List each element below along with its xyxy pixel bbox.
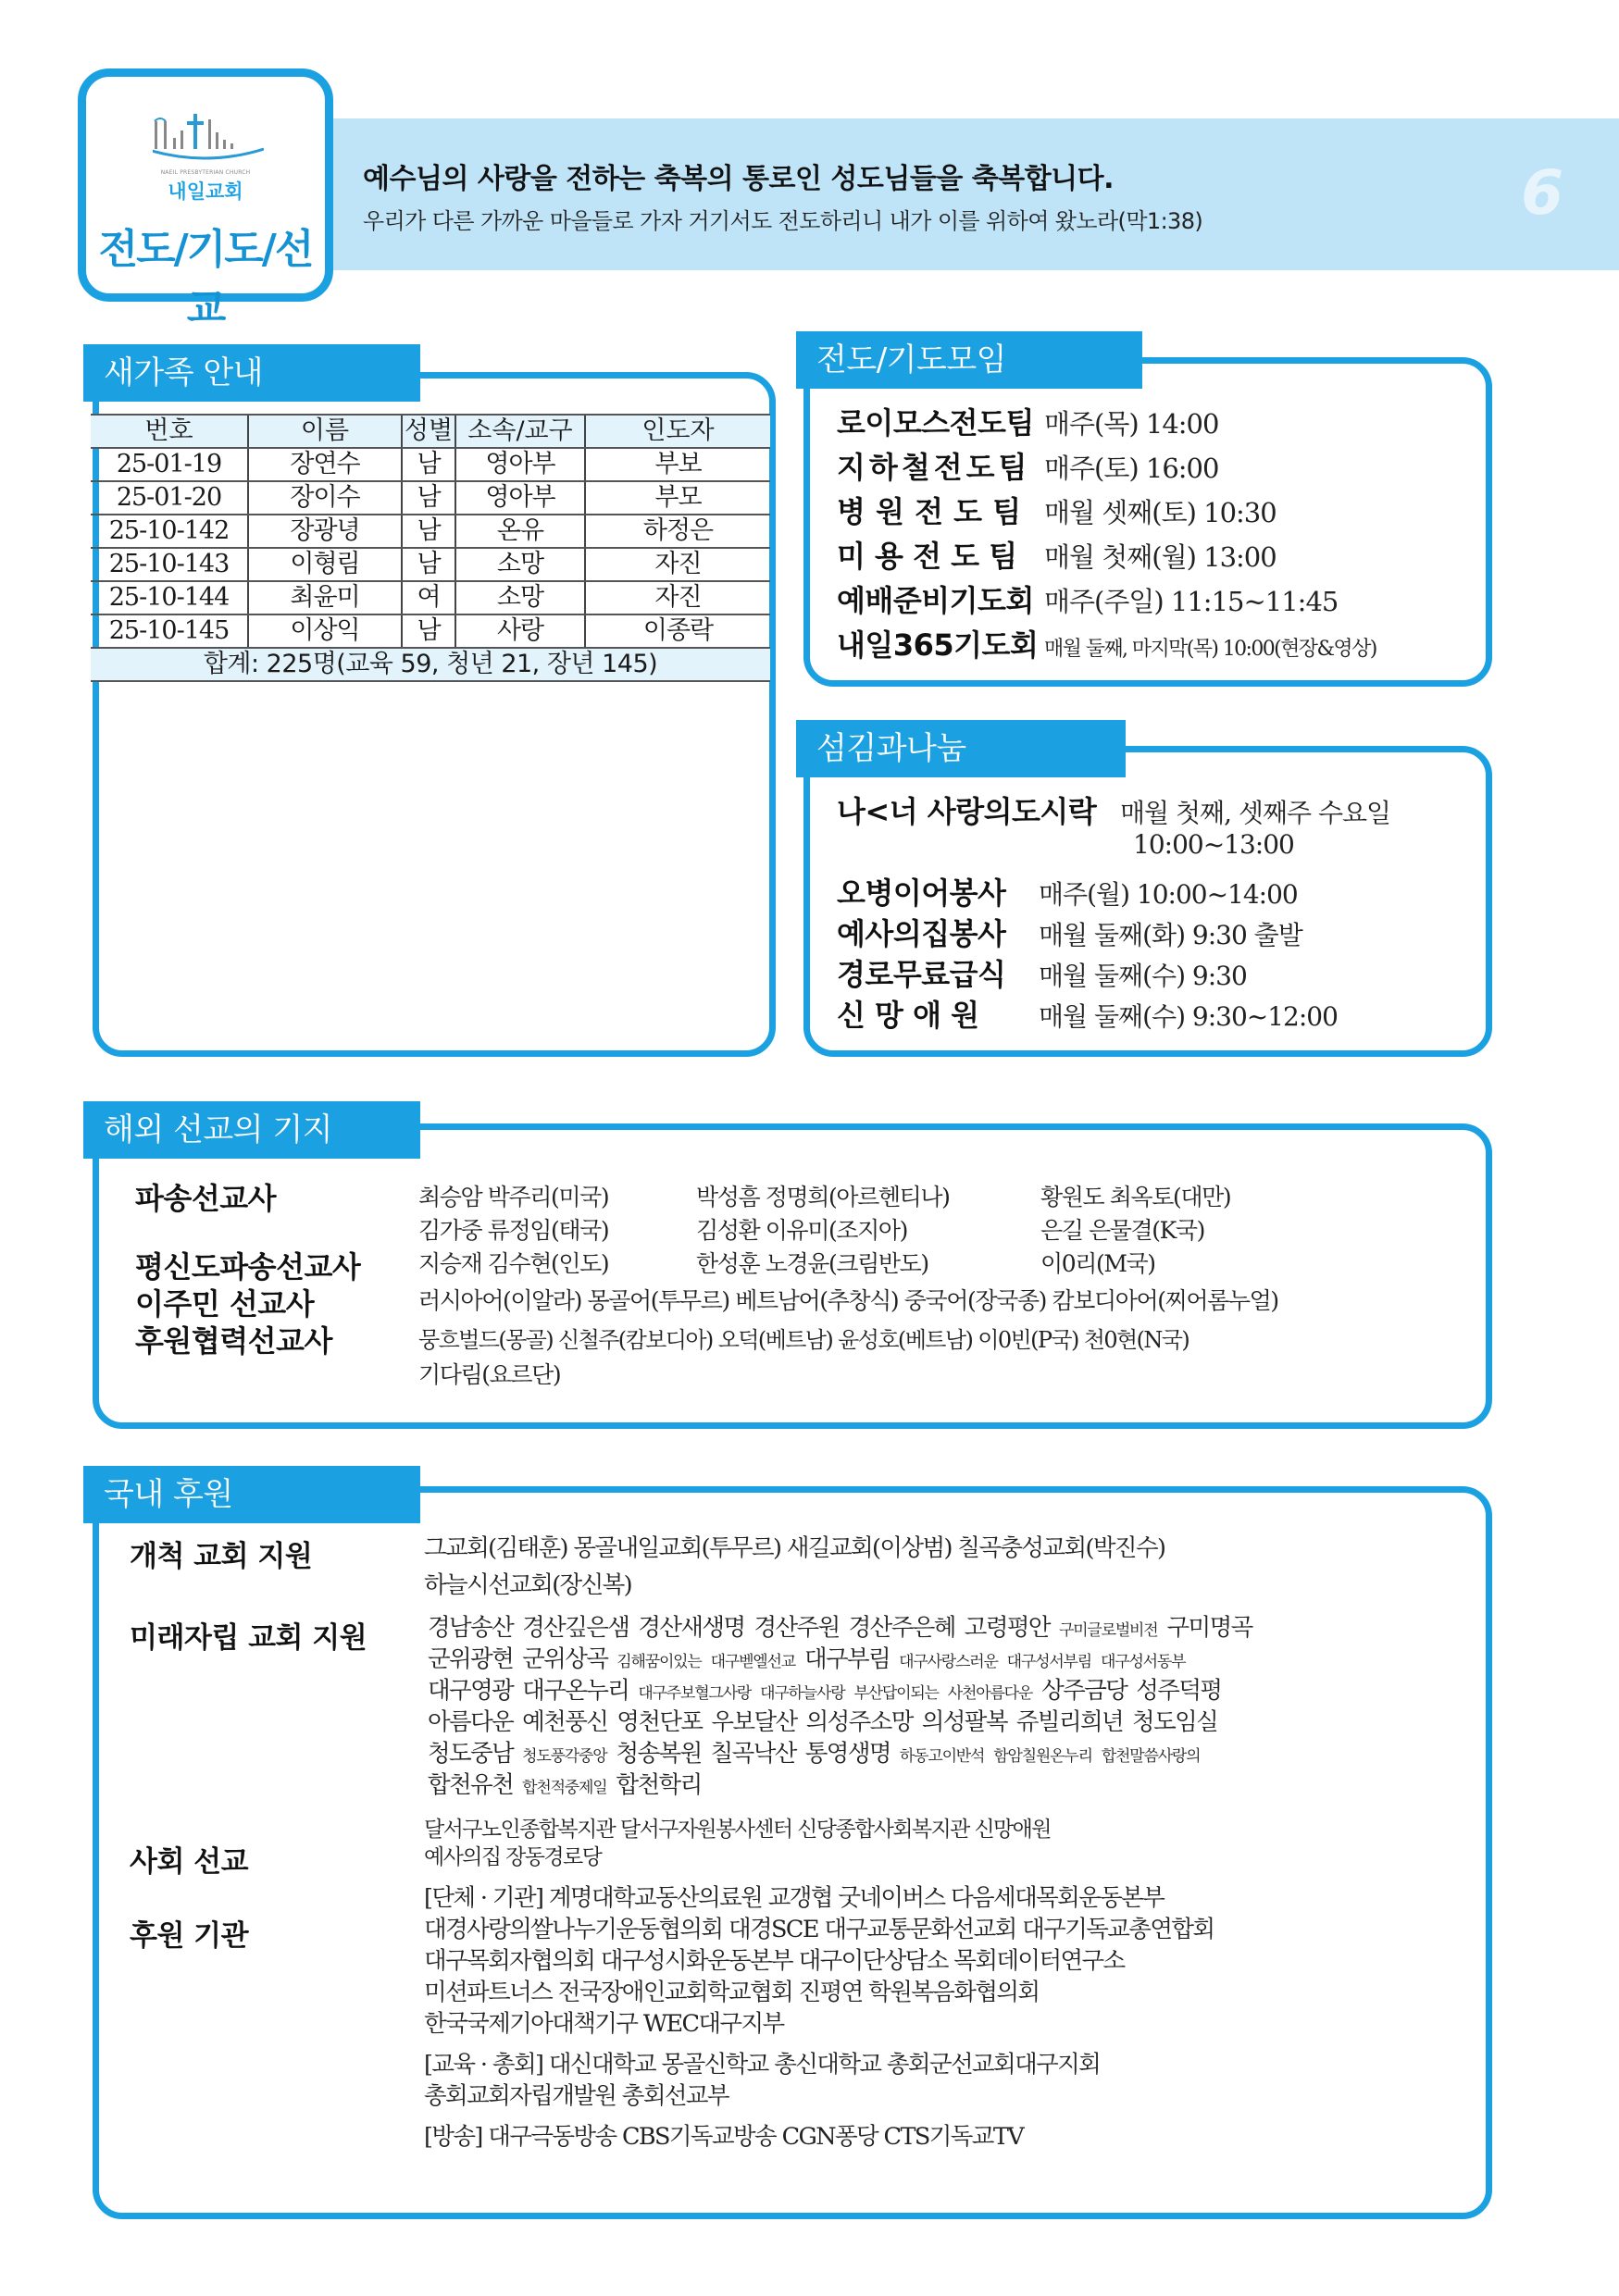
missionary-entry: 황원도 최옥토(대만) xyxy=(1040,1184,1231,1210)
church-row xyxy=(428,1769,711,1804)
domestic-support-frame xyxy=(93,1486,1492,2219)
missions-label-migrant: 이주민 선교사 xyxy=(135,1286,315,1322)
column-header: 인도자 xyxy=(585,415,770,448)
table-row xyxy=(91,448,770,481)
church-name: 합천유천 xyxy=(428,1771,514,1799)
church-name: 예천풍신 xyxy=(522,1708,608,1736)
church-skyline-cross-icon xyxy=(153,114,264,160)
church-name: 합천말씀사랑의 xyxy=(1101,1747,1201,1766)
meeting-name: 병 원 전 도 팀 xyxy=(837,494,1022,529)
church-name: 구미글로벌비전 xyxy=(1058,1621,1158,1640)
cell-name: 장광녕 xyxy=(248,515,402,548)
church-name: 통영생명 xyxy=(804,1740,890,1768)
cell-number: 25-01-19 xyxy=(91,448,248,481)
missionary-entry: 한성훈 노경윤(크림반도) xyxy=(696,1250,928,1277)
table-row xyxy=(91,614,770,648)
cell-name: 이상익 xyxy=(248,614,402,648)
column-header: 이름 xyxy=(248,415,402,448)
church-name: 부산답이되는 xyxy=(853,1684,939,1703)
service-schedule: 매주(월) 10:00~14:00 xyxy=(1039,879,1298,910)
service-schedule-time: 10:00~13:00 xyxy=(1133,829,1294,860)
institution-group-tag: [단체 · 기관] xyxy=(424,1884,543,1912)
header-banner xyxy=(324,118,1619,270)
missions-label-lay: 평신도파송선교사 xyxy=(135,1249,361,1285)
cell-number: 25-10-143 xyxy=(91,548,248,581)
meeting-name: 예배준비기도회 xyxy=(837,583,1034,618)
institution-group-tag: [교육 · 총회] xyxy=(424,2051,543,2079)
cell-gender: 남 xyxy=(402,515,455,548)
church-name: 대구주보혈그사랑 xyxy=(638,1684,752,1703)
cell-name: 최윤미 xyxy=(248,581,402,614)
institution-line: 대구목회자협의회 대구성시화운동본부 대구이단상담소 목회데이터연구소 xyxy=(424,1947,1125,1975)
service-schedule: 매월 둘째(수) 9:30 xyxy=(1039,961,1247,991)
meeting-name: 내일365기도회 xyxy=(837,627,1039,663)
cell-name: 이형림 xyxy=(248,548,402,581)
prayer-meetings-title: 전도/기도모임 xyxy=(796,331,1142,389)
service-schedule: 매월 첫째, 셋째주 수요일 xyxy=(1120,798,1391,828)
list-item xyxy=(837,444,1376,489)
church-name: 고령평안 xyxy=(964,1614,1050,1642)
missionary-entry: 박성흠 정명희(아르헨티나) xyxy=(696,1184,950,1210)
institution-line xyxy=(424,2049,1100,2080)
list-item xyxy=(837,622,1376,666)
missionary-entry: 김가중 류정임(태국) xyxy=(418,1217,609,1244)
list-item xyxy=(837,533,1376,577)
table-row xyxy=(91,515,770,548)
cell-group: 영아부 xyxy=(455,448,585,481)
meeting-schedule: 매월 첫째(월) 13:00 xyxy=(1044,541,1277,573)
church-name: 경산주원 xyxy=(753,1614,840,1642)
meeting-schedule: 매주(목) 14:00 xyxy=(1044,408,1219,440)
church-name: 의성팔복 xyxy=(921,1708,1007,1736)
service-name: 예사의집봉사 xyxy=(837,916,1006,951)
church-name: 군위상곡 xyxy=(522,1645,608,1673)
cell-name: 장이수 xyxy=(248,481,402,515)
list-item xyxy=(837,489,1376,533)
cell-number: 25-10-142 xyxy=(91,515,248,548)
cell-group: 소망 xyxy=(455,548,585,581)
service-sharing-list xyxy=(837,788,1390,1033)
service-name: 경로무료급식 xyxy=(837,957,1006,992)
column-header: 소속/교구 xyxy=(455,415,585,448)
church-name: 대구사랑스러운 xyxy=(899,1653,998,1671)
institution-group-tag: [방송] xyxy=(424,2123,482,2151)
church-name: 청송복원 xyxy=(616,1740,702,1768)
pioneer-line: 하늘시선교회(장신복) xyxy=(424,1571,631,1599)
cell-gender: 남 xyxy=(402,614,455,648)
service-sharing-title: 섬김과나눔 xyxy=(796,720,1126,777)
institution-line: 미션파트너스 전국장애인교회학교협회 진평연 학원복음화협의회 xyxy=(424,1979,1040,2006)
church-name: 청도임실 xyxy=(1132,1708,1218,1736)
church-name: 청도중남 xyxy=(428,1740,514,1768)
new-family-table xyxy=(91,414,770,682)
church-name: 성주덕평 xyxy=(1136,1677,1222,1705)
service-name: 나<너 사랑의도시락 xyxy=(837,794,1097,829)
missionary-entry: 은길 은물결(K국) xyxy=(1040,1217,1205,1244)
cell-gender: 남 xyxy=(402,448,455,481)
church-name: 아름다운 xyxy=(428,1708,514,1736)
church-name: 합천적중제일 xyxy=(522,1779,607,1797)
social-line: 달서구노인종합복지관 달서구자원봉사센터 신당종합사회복지관 신망애원 xyxy=(424,1818,1051,1842)
church-row xyxy=(428,1738,1209,1772)
page-number: 6 xyxy=(1521,157,1563,229)
institution-names: 대신대학교 몽골신학교 총신대학교 총회군선교회대구지회 xyxy=(548,2051,1101,2079)
cell-group: 영아부 xyxy=(455,481,585,515)
missionary-entry: 지승재 김수현(인도) xyxy=(418,1250,609,1277)
institution-line xyxy=(424,1882,1164,1914)
table-row xyxy=(91,481,770,515)
institution-line: 총회교회자립개발원 총회선교부 xyxy=(424,2082,729,2110)
church-name: 하동고이반석 xyxy=(899,1747,985,1766)
cell-number: 25-01-20 xyxy=(91,481,248,515)
table-row xyxy=(91,581,770,614)
list-item xyxy=(837,577,1376,622)
church-row xyxy=(428,1675,1230,1709)
cell-number: 25-10-144 xyxy=(91,581,248,614)
meeting-schedule: 매월 둘째, 마지막(목) 10:00(현장&영상) xyxy=(1044,638,1376,661)
meeting-schedule: 매월 셋째(토) 10:30 xyxy=(1044,497,1277,528)
church-name: 대구성서부림 xyxy=(1006,1653,1092,1671)
cell-guide: 이종락 xyxy=(585,614,770,648)
church-name: 쥬빌리희년 xyxy=(1015,1708,1124,1736)
missions-label-dispatched: 파송선교사 xyxy=(135,1181,277,1216)
church-name: 영천단포 xyxy=(616,1708,703,1736)
missionary-entry: 뭉흐벌드(몽골) 신철주(캄보디아) 오덕(베트남) 윤성호(베트남) 이0빈(P국) 천0현(N국) xyxy=(418,1327,1189,1353)
institution-line xyxy=(424,2121,1023,2153)
church-name: 경남송산 xyxy=(428,1614,514,1642)
total-summary: 합계: 225명(교육 59, 청년 21, 장년 145) xyxy=(91,648,770,681)
banner-headline: 예수님의 사랑을 전하는 축복의 통로인 성도님들을 축복합니다. xyxy=(363,163,1115,195)
church-name: 상주금당 xyxy=(1041,1677,1127,1705)
pioneer-label: 개척 교회 지원 xyxy=(130,1540,313,1573)
church-name: 청도풍각중앙 xyxy=(522,1747,607,1766)
church-name: 우보달산 xyxy=(711,1708,797,1736)
meeting-name: 지하철전도팀 xyxy=(837,450,1031,485)
church-name: 경산새생명 xyxy=(638,1614,745,1642)
cell-gender: 여 xyxy=(402,581,455,614)
cell-gender: 남 xyxy=(402,481,455,515)
church-name: 대구하늘사랑 xyxy=(760,1684,845,1703)
logo-box xyxy=(78,68,333,332)
institution-line: 대경사랑의쌀나누기운동협의회 대경SCE 대구교통문화선교회 대구기독교총연합회 xyxy=(424,1916,1214,1943)
cell-guide: 하정은 xyxy=(585,515,770,548)
church-name: 경산깊은샘 xyxy=(522,1614,629,1642)
church-row xyxy=(428,1644,1194,1678)
service-name: 신 망 애 원 xyxy=(837,998,979,1033)
church-name: 합천학리 xyxy=(616,1771,702,1799)
logo-subtitle: NAEIL PRESBYTERIAN CHURCH xyxy=(160,169,251,176)
institutions-label: 후원 기관 xyxy=(130,1919,249,1953)
service-schedule: 매월 둘째(화) 9:30 출발 xyxy=(1039,920,1302,950)
cell-guide: 부모 xyxy=(585,481,770,515)
list-item xyxy=(837,829,1390,870)
church-name: 경산주은혜 xyxy=(848,1614,955,1642)
page-title: 전도/기도/선교 xyxy=(98,226,313,332)
missions-label-partner: 후원협력선교사 xyxy=(135,1323,332,1359)
social-line: 예사의집 장동경로당 xyxy=(424,1845,602,1869)
cell-group: 온유 xyxy=(455,515,585,548)
list-item xyxy=(837,992,1390,1033)
cell-guide: 자진 xyxy=(585,548,770,581)
list-item xyxy=(837,951,1390,992)
table-total-row xyxy=(91,648,770,681)
church-row xyxy=(428,1612,1262,1646)
cell-group: 사랑 xyxy=(455,614,585,648)
banner-verse: 우리가 다른 가까운 마을들로 가자 거기서도 전도하리니 내가 이를 위하여 왔노라(막1:38) xyxy=(363,208,1203,234)
prayer-meetings-list xyxy=(837,400,1376,666)
missionary-entry: 러시아어(이알라) 몽골어(투무르) 베트남어(추창식) 중국어(장국종) 캄보디아어(찌어롬누얼) xyxy=(418,1287,1278,1314)
church-name: 함암칠원온누리 xyxy=(993,1747,1092,1766)
new-family-title: 새가족 안내 xyxy=(83,344,420,402)
cell-number: 25-10-145 xyxy=(91,614,248,648)
table-header-row xyxy=(91,415,770,448)
missionary-entry: 최승암 박주리(미국) xyxy=(418,1184,609,1210)
church-name: 칠곡낙산 xyxy=(710,1740,796,1768)
pioneer-line: 그교회(김태훈) 몽골내일교회(투무르) 새길교회(이상범) 칠곡충성교회(박진수) xyxy=(424,1534,1165,1562)
missionary-entry: 김성환 이유미(조지아) xyxy=(696,1217,908,1244)
meeting-name: 미 용 전 도 팀 xyxy=(837,539,1017,574)
meeting-schedule: 매주(주일) 11:15~11:45 xyxy=(1044,586,1339,617)
column-header: 성별 xyxy=(402,415,455,448)
church-name: 의성주소망 xyxy=(805,1708,913,1736)
church-name: 군위광현 xyxy=(428,1645,514,1673)
table-row xyxy=(91,548,770,581)
list-item xyxy=(837,400,1376,444)
church-name: 대구성서동부 xyxy=(1101,1653,1186,1671)
meeting-schedule: 매주(토) 16:00 xyxy=(1044,453,1219,484)
cell-guide: 부보 xyxy=(585,448,770,481)
church-name: 대구온누리 xyxy=(522,1677,629,1705)
church-name: 대구영광 xyxy=(428,1677,514,1705)
missionary-entry: 이0리(M국) xyxy=(1040,1250,1155,1277)
church-name: 대구벧엘선교 xyxy=(710,1653,795,1671)
church-name: 대구부림 xyxy=(803,1645,890,1673)
cell-group: 소망 xyxy=(455,581,585,614)
list-item xyxy=(837,788,1390,829)
column-header: 번호 xyxy=(91,415,248,448)
list-item xyxy=(837,870,1390,911)
overseas-missions-title: 해외 선교의 기지 xyxy=(83,1101,420,1159)
meeting-name: 로이모스전도팀 xyxy=(837,405,1034,441)
church-name: 김해꿈이있는 xyxy=(616,1653,702,1671)
institution-line: 한국국제기아대책기구 WEC대구지부 xyxy=(424,2010,784,2038)
list-item xyxy=(837,911,1390,951)
domestic-support-title: 국내 후원 xyxy=(83,1466,420,1523)
self-reliance-label: 미래자립 교회 지원 xyxy=(130,1621,367,1655)
church-row xyxy=(428,1706,1227,1738)
cell-guide: 자진 xyxy=(585,581,770,614)
logo-name: 내일교회 xyxy=(168,180,243,203)
church-name: 구미명곡 xyxy=(1166,1614,1252,1642)
institution-names: 계명대학교동산의료원 교갱협 굿네이버스 다음세대목회운동본부 xyxy=(548,1884,1164,1912)
service-schedule: 매월 둘째(수) 9:30~12:00 xyxy=(1039,1001,1338,1032)
church-name: 사천아름다운 xyxy=(947,1684,1033,1703)
social-label: 사회 선교 xyxy=(130,1845,249,1879)
service-name: 오병이어봉사 xyxy=(837,875,1006,911)
cell-name: 장연수 xyxy=(248,448,402,481)
institution-names: 대구극동방송 CBS기독교방송 CGN퐁당 CTS기독교TV xyxy=(488,2123,1024,2151)
missionary-entry: 기다림(요르단) xyxy=(418,1361,561,1388)
cell-gender: 남 xyxy=(402,548,455,581)
